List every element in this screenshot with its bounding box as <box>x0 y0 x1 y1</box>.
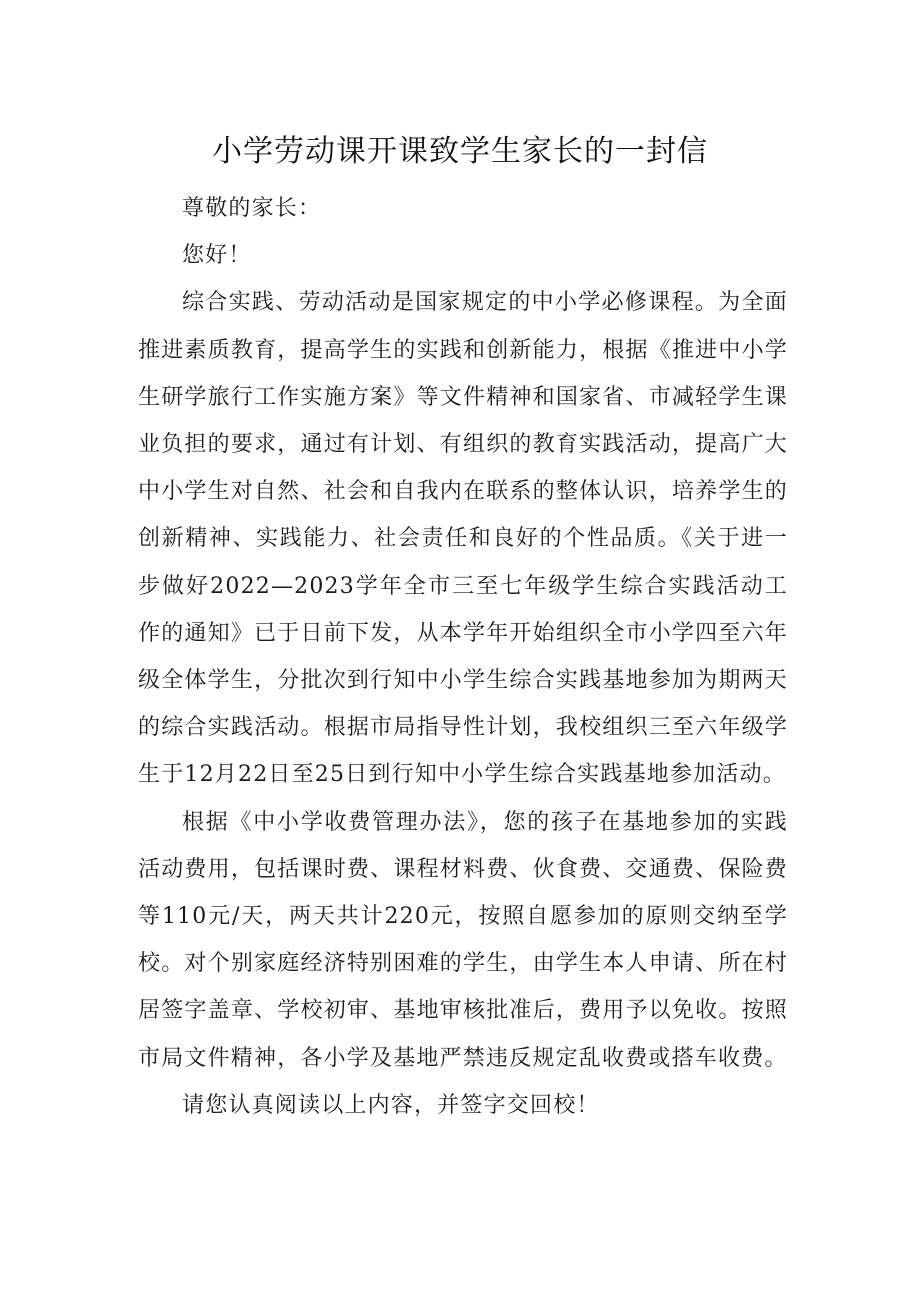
letter-body <box>138 185 788 1129</box>
paragraph-closing: 请您认真阅读以上内容，并签字交回校！ <box>182 1092 600 1118</box>
greeting: 您好！ <box>182 243 252 269</box>
document-title: 小学劳动课开课致学生家长的一封信 <box>212 134 708 169</box>
paragraph-intro: 综合实践、劳动活动是国家规定的中小学必修课程。为全面推进素质教育，提高学生的实践和创新能力，根据《推进中小学生研学旅行工作实施方案》等文件精神和国家省、市减轻学生课业负担的要求，通过有计划、有组织的教育实践活动，提高广大中小学生对自然、社会和自我内在联系的整体认识，培养学生的创新精神、实践能力、社会责任和良好的个性品质。《关于进一步做好2022—2023学年全市三至七年级学生综合实践活动工作的通知》已于日前下发，从本学年开始组织全市小学四至六年级全体学生，分批次到行知中小学生综合实践基地参加为期两天的综合实践活动。根据市局指导性计划，我校组织三至六年级学生于12月22日至25日到行知中小学生综合实践基地参加活动。 <box>138 290 788 788</box>
salutation: 尊敬的家长： <box>182 196 322 221</box>
paragraph-fees: 根据《中小学收费管理办法》，您的孩子在基地参加的实践活动费用，包括课时费、课程材料费、伙食费、交通费、保险费等110元/天，两天共计220元，按照自愿参加的原则交纳至学校。对个别家庭经济特别困难的学生，由学生本人申请、所在村居签字盖章、学校初审、基地审核批准后，费用予以免收。按照市局文件精神，各小学及基地严禁违反规定乱收费或搭车收费。 <box>138 809 788 1071</box>
